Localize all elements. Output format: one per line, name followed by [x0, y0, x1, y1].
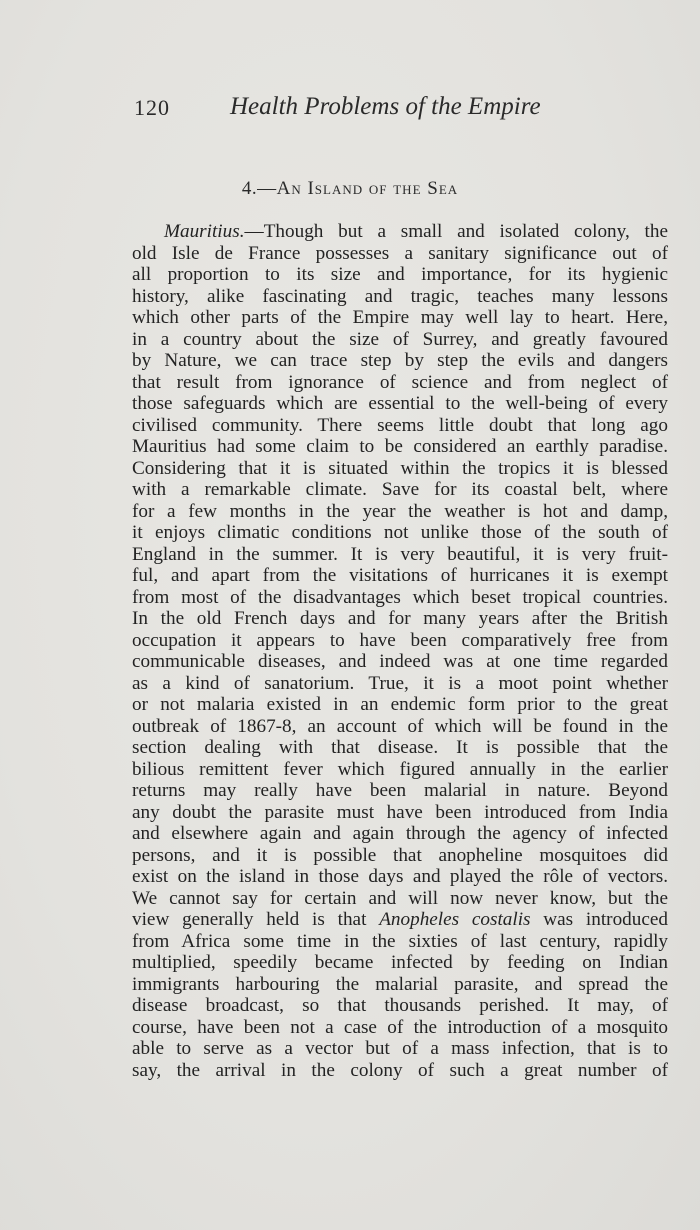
text-line: say, the arrival in the colony of such a great number of	[132, 1059, 668, 1081]
text-line: and elsewhere again and again through the agency of infected	[132, 823, 668, 844]
text-line: section dealing with that disease. It is possible that the	[132, 737, 668, 758]
species-name: Anopheles costalis	[379, 909, 531, 930]
text-line: persons, and it is possible that anopheline mosquitoes did	[132, 844, 668, 866]
text-line: civilised community. There seems little doubt that long ago	[132, 414, 668, 436]
text-line: ful, and apart from the visitations of hurricanes it is exempt	[132, 565, 668, 586]
text-line: or not malaria existed in an endemic form prior to the great	[132, 694, 668, 715]
text-line: In the old French days and for many years after the British	[132, 608, 668, 629]
section-heading	[0, 178, 700, 200]
text-line: history, alike fascinating and tragic, teaches many lessons	[132, 285, 668, 307]
text-line: for a few months in the year the weather is hot and damp,	[132, 500, 668, 522]
text-line: able to serve as a vector but of a mass infection, that is to	[132, 1038, 668, 1059]
text-line: by Nature, we can trace step by step the evils and dangers	[132, 350, 668, 371]
text-line: with a remarkable climate. Save for its coastal belt, where	[132, 479, 668, 500]
text-line: Considering that it is situated within the tropics it is blessed	[132, 457, 668, 479]
text-line: Mauritius.—Though but a small and isolated colony, the	[164, 221, 668, 242]
text-line: all proportion to its size and importance, for its hygienic	[132, 264, 668, 285]
text-line: exist on the island in those days and played the rôle of vectors.	[132, 866, 668, 887]
running-header	[134, 95, 574, 129]
text-line: outbreak of 1867-8, an account of which will be found in the	[132, 715, 668, 737]
text-line: bilious remittent fever which figured annually in the earlier	[132, 758, 668, 780]
section-number: 4.—	[241, 178, 277, 199]
text-line: Mauritius had some claim to be considered an earthly paradise.	[132, 436, 668, 457]
text-line: any doubt the parasite must have been introduced from India	[132, 801, 668, 823]
text-line: immigrants harbouring the malarial parasite, and spread the	[132, 973, 668, 995]
text-line: view generally held is that Anopheles costalis was introduced	[132, 909, 668, 930]
page-number: 120	[134, 95, 170, 120]
lead-in-word: Mauritius.	[164, 221, 245, 242]
text-line: old Isle de France possesses a sanitary significance out of	[132, 242, 668, 264]
running-title: Health Problems of the Empire	[230, 93, 541, 120]
text-line: multiplied, speedily became infected by feeding on Indian	[132, 952, 668, 973]
text-line: those safeguards which are essential to the well-being of every	[132, 393, 668, 414]
text-line: occupation it appears to have been comparatively free from	[132, 629, 668, 651]
text-line: it enjoys climatic conditions not unlike those of the south of	[132, 522, 668, 543]
text-line: as a kind of sanatorium. True, it is a moot point whether	[132, 672, 668, 694]
text-line: England in the summer. It is very beautiful, it is very fruit-	[132, 543, 668, 565]
text-line: from Africa some time in the sixties of last century, rapidly	[132, 930, 668, 952]
text-line: communicable diseases, and indeed was at one time regarded	[132, 651, 668, 672]
text-line: from most of the disadvantages which beset tropical countries.	[132, 586, 668, 608]
text-line: returns may really have been malarial in nature. Beyond	[132, 780, 668, 801]
body-paragraph	[132, 221, 668, 1081]
text-line: course, have been not a case of the introduction of a mosquito	[132, 1016, 668, 1038]
text-line: that result from ignorance of science and from neglect of	[132, 371, 668, 393]
text-line: We cannot say for certain and will now never know, but the	[132, 887, 668, 909]
section-title: An Island of the Sea	[276, 178, 459, 199]
text-line: disease broadcast, so that thousands perished. It may, of	[132, 995, 668, 1016]
text-line: in a country about the size of Surrey, and greatly favoured	[132, 328, 668, 350]
text-line: which other parts of the Empire may well lay to heart. Here,	[132, 307, 668, 328]
